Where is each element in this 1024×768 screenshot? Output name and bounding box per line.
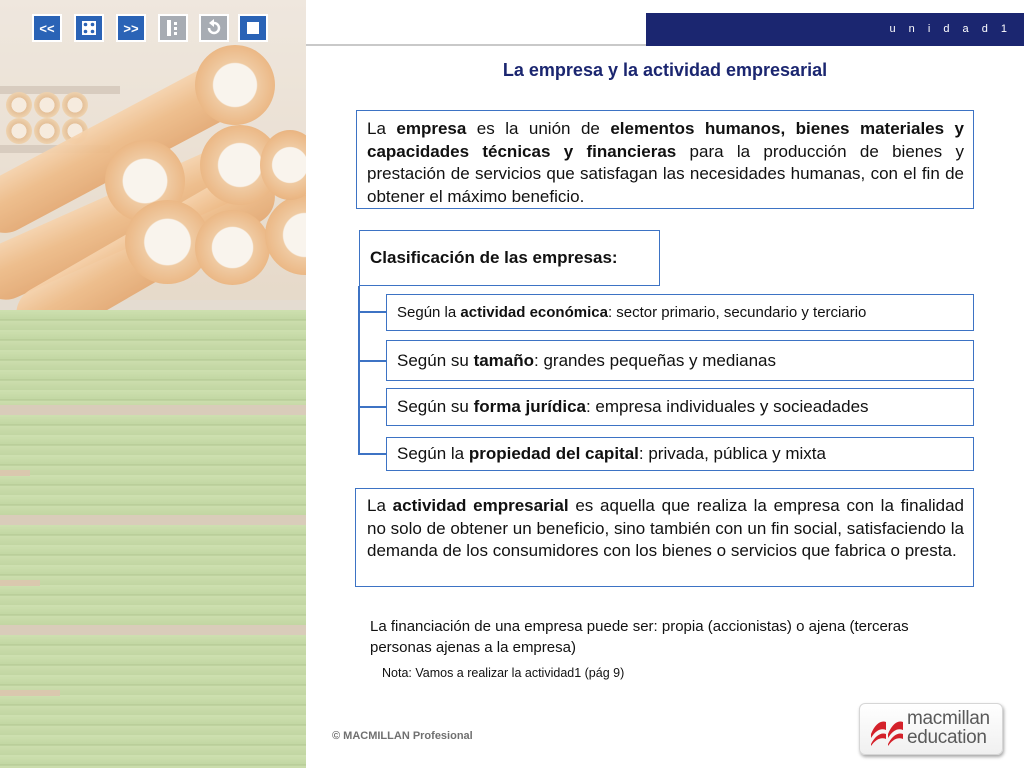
unit-label: u n i d a d 1: [889, 23, 1012, 35]
tree-branch: [358, 406, 386, 408]
activity-text: es aquella que realiza la empresa con la finalidad no solo de obtener un beneficio, sino también con un fin social, satisfaciendo la demanda de los consumidores con los bienes o servicios que fabrica o presta.: [367, 496, 964, 560]
definition-bold: empresa: [396, 119, 467, 138]
logo-line1: macmillan: [907, 708, 990, 729]
index-button[interactable]: [158, 14, 188, 42]
criterion-size: [386, 340, 974, 381]
definition-bold: elementos humanos, bienes materiales y capacidades técnicas y financieras: [367, 119, 964, 161]
header-line: [306, 13, 646, 46]
criterion-rest: : empresa individuales y socieadades: [585, 397, 869, 416]
criterion-rest: : grandes pequeñas y medianas: [534, 350, 776, 370]
header-bar: [646, 13, 1024, 46]
forward-label: >>: [123, 20, 139, 36]
forward-button[interactable]: [116, 14, 146, 42]
criterion-prefix: Según la: [397, 304, 461, 321]
criterion-prefix: Según su: [397, 350, 474, 370]
back-label: <<: [39, 20, 55, 36]
menu-button[interactable]: [74, 14, 104, 42]
definition-text: La: [367, 119, 397, 138]
background-photo: [0, 0, 306, 768]
criterion-bold: propiedad del capital: [468, 444, 639, 463]
macmillan-mark-icon: [869, 712, 905, 746]
definition-box: [356, 110, 974, 209]
activity-box: [355, 488, 974, 587]
criterion-legal-form: [386, 388, 974, 426]
criterion-rest: : sector primario, secundario y terciario: [607, 304, 867, 321]
logo-line2: education: [907, 727, 987, 748]
page-title: La empresa y la actividad empresarial: [502, 60, 828, 80]
undo-button[interactable]: [199, 14, 229, 42]
tree-branch: [358, 453, 386, 455]
criterion-bold: forma jurídica: [473, 397, 586, 416]
copyright: © MACMILLAN Profesional: [332, 730, 473, 742]
classification-heading: [359, 230, 660, 286]
macmillan-logo: [859, 703, 1003, 755]
stop-button[interactable]: [238, 14, 268, 42]
criterion-prefix: Según la: [397, 444, 469, 463]
index-icon: [165, 19, 181, 37]
dice-icon: [81, 20, 97, 36]
tree-branch: [358, 360, 386, 362]
tree-branch: [358, 311, 386, 313]
criterion-bold: tamaño: [473, 350, 535, 370]
criterion-ownership: [386, 437, 974, 471]
undo-icon: [205, 19, 223, 37]
activity-bold: actividad empresarial: [392, 496, 569, 515]
criterion-activity: [386, 294, 974, 331]
back-button[interactable]: [32, 14, 62, 42]
activity-text: La: [367, 496, 393, 515]
criterion-rest: : privada, pública y mixta: [638, 444, 826, 463]
stop-icon: [247, 22, 259, 34]
classification-heading-text: Clasificación de las empresas:: [370, 248, 618, 267]
photo-fade-overlay: [0, 0, 306, 768]
financing-text: La financiación de una empresa puede ser: propia (accionistas) o ajena (terceras personas ajenas a la empresa): [370, 618, 909, 656]
criterion-prefix: Según su: [397, 397, 474, 416]
definition-text: es la unión de: [466, 119, 611, 138]
definition-text: para la producción de bienes y prestación de servicios que satisfagan las necesidades humanas, con el fin de obtener el máximo beneficio.: [367, 141, 964, 206]
criterion-bold: actividad económica: [460, 304, 608, 321]
note-text: Nota: Vamos a realizar la actividad1 (pág 9): [382, 666, 625, 680]
